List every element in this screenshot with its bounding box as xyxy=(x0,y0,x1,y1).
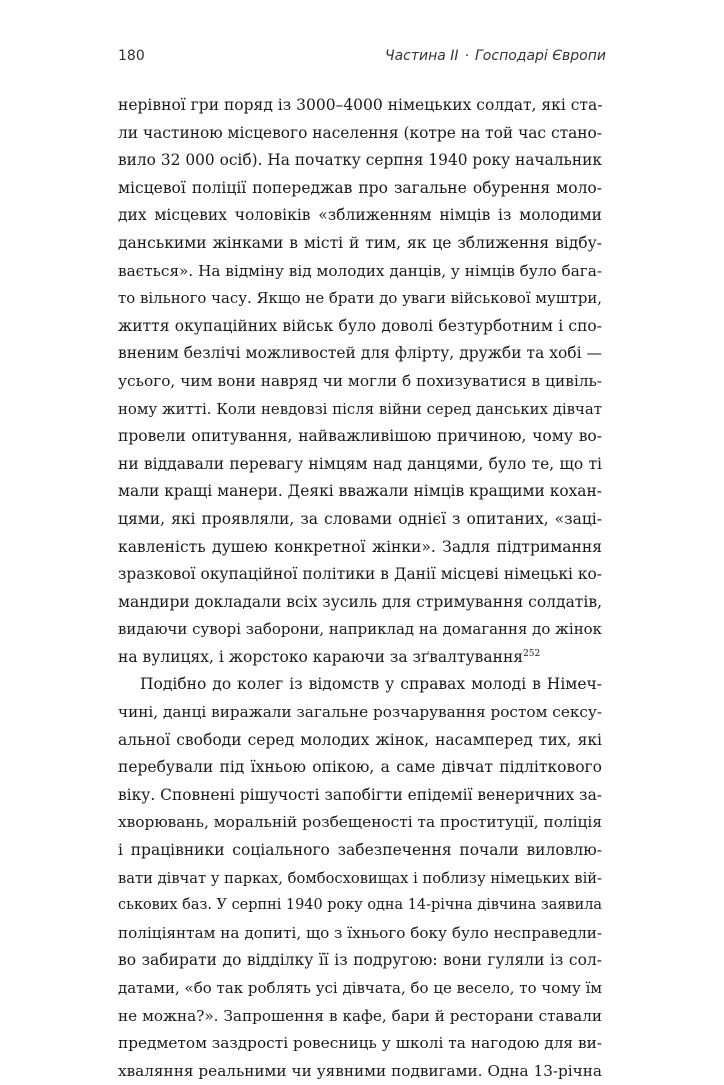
text-line: місцевої поліції попереджав про загальне обурення моло- xyxy=(118,178,602,197)
text-line: хваляння реальними чи уявними подвигами. Одна 13-річна xyxy=(118,1061,602,1080)
text-line: чині, данці виражали загальне розчарування ростом сексу- xyxy=(118,703,602,722)
text-line: датами, «бо так роблять усі дівчата, бо це весело, то чому їм xyxy=(118,979,602,997)
page-header xyxy=(118,48,606,72)
header-separator: · xyxy=(464,48,469,64)
text-line: мали кращі манери. Деякі вважали німців кращими кохан- xyxy=(118,482,602,501)
text-line xyxy=(118,644,602,672)
text-line: нерівної гри поряд із 3000–4000 німецьких солдат, які ста- xyxy=(118,96,603,114)
footnote-reference[interactable]: 252 xyxy=(523,648,541,659)
body-text xyxy=(118,92,602,1085)
text-line: перебували під їхньою опікою, а саме дівчат підліткового xyxy=(118,758,602,777)
paragraph-1 xyxy=(118,92,602,671)
text-line: дих місцевих чоловіків «зближенням німців із молодими xyxy=(118,206,602,225)
running-head xyxy=(385,48,606,64)
text-line: життя окупаційних військ було доволі безтурботним і спо- xyxy=(118,316,602,335)
text-line: Подібно до колег із відомств у справах молоді в Німеч- xyxy=(140,675,602,694)
text-line: вило 32 000 осіб). На початку серпня 1940 року начальник xyxy=(118,151,602,170)
text-line: кавленість душею конкретної жінки». Задля підтримання xyxy=(118,537,602,556)
text-line: данськими жінками в місті й тим, як це зближення відбу- xyxy=(118,233,602,252)
page-number: 180 xyxy=(118,48,145,64)
text-line: ни віддавали перевагу німцям над данцями, було те, що ті xyxy=(118,454,602,473)
text-line: поліціянтам на допиті, що з їхнього боку було несправедли- xyxy=(118,923,602,942)
text-line: вати дівчат у парках, бомбосховищах і поблизу німецьких вій- xyxy=(118,869,602,887)
text-line: віку. Сповнені рішучості запобігти епідемії венеричних за- xyxy=(118,785,602,804)
text-line: то вільного часу. Якщо не брати до уваги військової муштри, xyxy=(118,289,603,308)
chapter-title: Господарі Європи xyxy=(475,48,606,64)
text-line: во забирати до відділку її із подругою: вони гуляли із сол- xyxy=(118,951,602,970)
text-line: вається». На відміну від молодих данців, у німців було бага- xyxy=(118,261,602,280)
text-line: предметом заздрості ровесниць у школі та нагодою для ви- xyxy=(118,1034,602,1053)
text-line: ли частиною місцевого населення (котре на той час стано- xyxy=(118,123,602,142)
text-line: не можна?». Запрошення в кафе, бари й ресторани ставали xyxy=(118,1006,602,1025)
text-line: альної свободи серед молодих жінок, насамперед тих, які xyxy=(118,730,602,749)
text-line: ному житті. Коли невдовзі після війни серед данських дівчат xyxy=(118,399,602,418)
text-line: вненим безлічі можливостей для флірту, дружби та хобі — xyxy=(118,344,602,363)
text-line: мандири докладали всіх зусиль для стримування солдатів, xyxy=(118,592,602,611)
part-title: Частина II xyxy=(384,48,459,64)
text-line: видаючи суворі заборони, наприклад на домагання до жінок xyxy=(118,620,602,639)
text-line: зразкової окупаційної політики в Данії місцеві німецькі ко- xyxy=(118,565,602,584)
text-line: провели опитування, найважливішою причиною, чому во- xyxy=(118,427,602,446)
text-line: хворювань, моральній розбещеності та проституції, поліція xyxy=(118,813,602,832)
paragraph-2 xyxy=(118,671,602,1085)
text-line: ськових баз. У серпні 1940 року одна 14-річна дівчина заявила xyxy=(118,897,602,914)
text-line: цями, які проявляли, за словами однієї з опитаних, «заці- xyxy=(118,509,602,528)
text-line: усього, чим вони навряд чи могли б похизуватися в цивіль- xyxy=(118,371,602,390)
text-line-content: на вулицях, і жорстоко караючи за зґвалтування xyxy=(118,647,524,666)
text-line: і працівники соціального забезпечення почали виловлю- xyxy=(118,841,602,860)
